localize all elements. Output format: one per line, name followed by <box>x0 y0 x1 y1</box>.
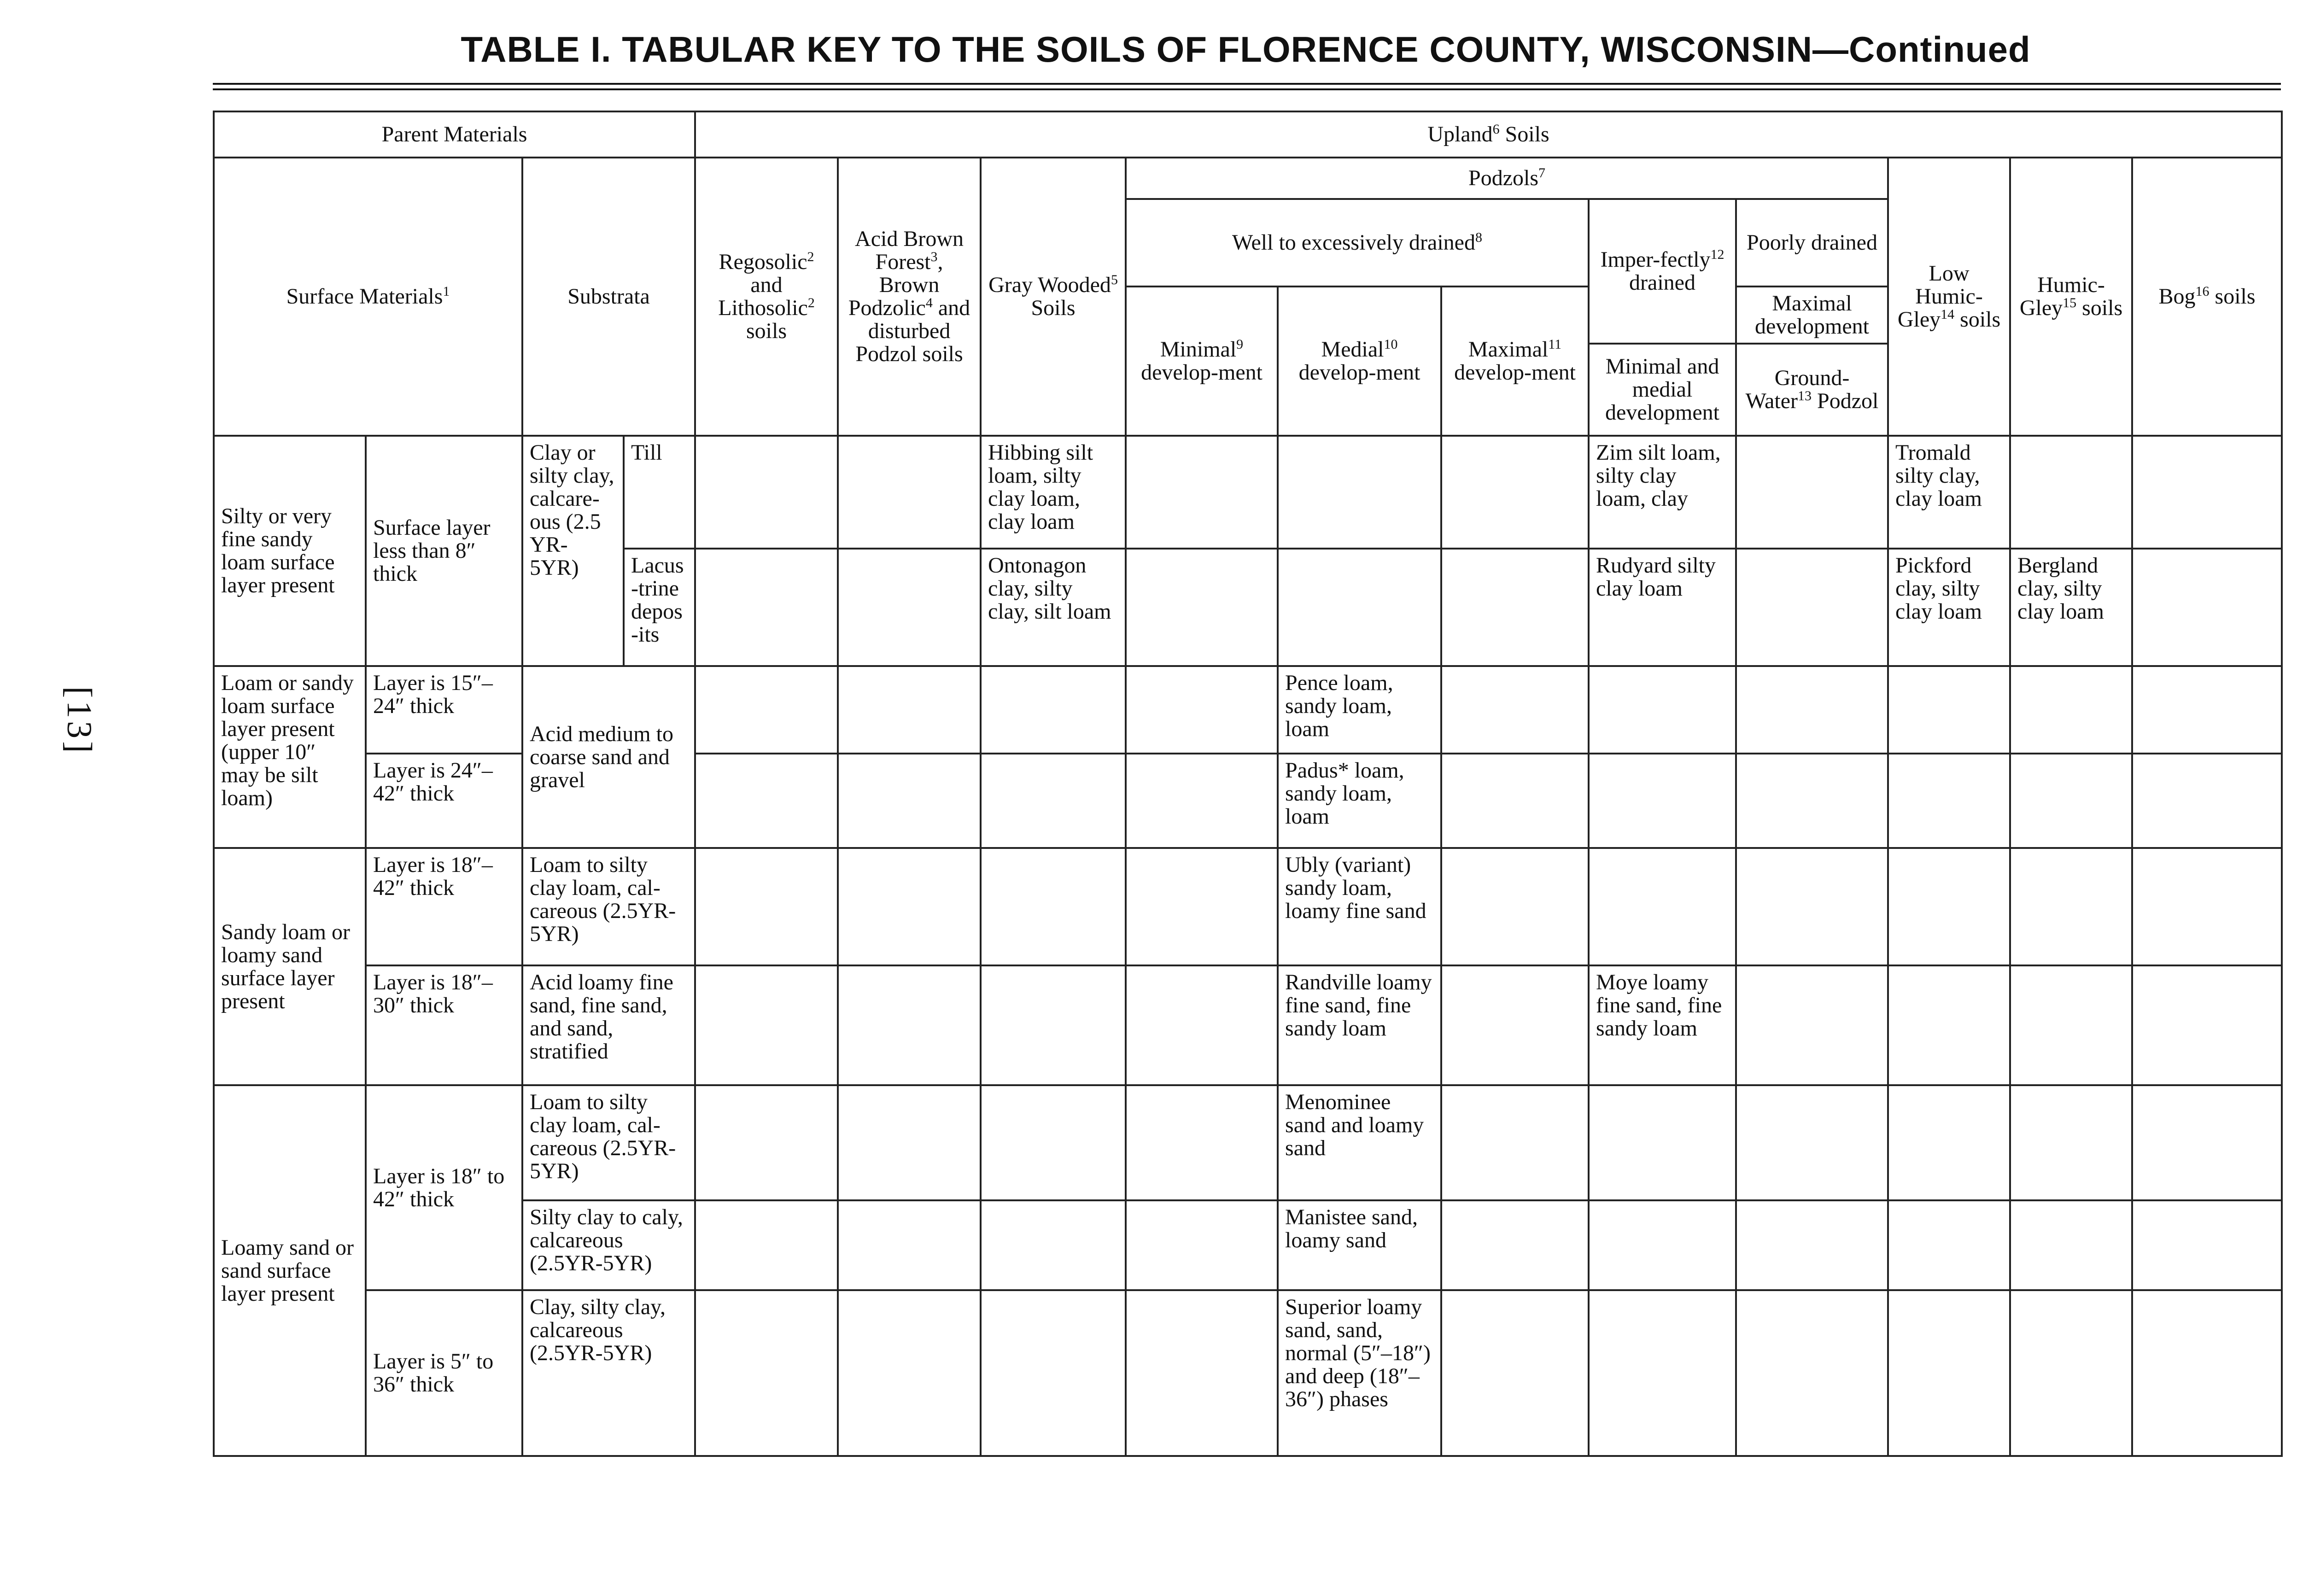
soil-zim: Zim silt loam, silty clay loam, clay <box>1589 436 1736 549</box>
substrata-loam-silty-b: Loam to silty clay loam, cal-careous (2.5YR-5YR) <box>522 1085 695 1200</box>
page-title: TABLE I. TABULAR KEY TO THE SOILS OF FLORENCE COUNTY, WISCONSIN—Continued <box>461 29 2031 70</box>
substrata-silty-clay-caly: Silty clay to caly, calcareous (2.5YR-5YR) <box>522 1200 695 1290</box>
thickness-15-24: Layer is 15″–24″ thick <box>366 666 522 754</box>
thickness-less-than-8: Surface layer less than 8″ thick <box>366 436 522 666</box>
substrata-acid-medium: Acid medium to coarse sand and gravel <box>522 666 695 848</box>
group-sandy-loam: Sandy loam or loamy sand surface layer present <box>214 848 366 1085</box>
page-number: [13] <box>60 686 99 756</box>
group-loamy-sand: Loamy sand or sand surface layer present <box>214 1085 366 1456</box>
header-minimal-development: Minimal$^9$ develop-ment <box>1126 286 1278 436</box>
soil-hibbing: Hibbing silt loam, silty clay loam, clay loam <box>981 436 1126 549</box>
substrata-acid-loamy-fine: Acid loamy fine sand, fine sand, and sand, stratified <box>522 965 695 1085</box>
header-low-humic-gley: Low Humic-Gley$^{14}$ soils <box>1888 158 2010 436</box>
soil-manistee: Manistee sand, loamy sand <box>1278 1200 1441 1290</box>
substrata-lacustrine: Lacus-trine depos-its <box>624 549 695 666</box>
header-well-drained: Well to excessively drained$^8$ <box>1126 199 1589 286</box>
title-rule-bottom <box>213 88 2281 90</box>
soil-menominee: Menominee sand and loamy sand <box>1278 1085 1441 1200</box>
header-maximal-development-poorly: Maximal development <box>1736 286 1888 344</box>
soil-key-table <box>213 111 2283 1457</box>
thickness-18-42a: Layer is 18″–42″ thick <box>366 848 522 965</box>
thickness-18-42b: Layer is 18″ to 42″ thick <box>366 1085 522 1290</box>
header-poorly-drained: Poorly drained <box>1736 199 1888 286</box>
soil-pickford: Pickford clay, silty clay loam <box>1888 549 2010 666</box>
header-parent-materials: Parent Materials <box>214 111 695 158</box>
soil-pence: Pence loam, sandy loam, loam <box>1278 666 1441 754</box>
soil-bergland: Bergland clay, silty clay loam <box>2010 549 2132 666</box>
substrata-loam-silty-a: Loam to silty clay loam, cal-careous (2.5YR-5YR) <box>522 848 695 965</box>
soil-randville: Randville loamy fine sand, fine sandy loam <box>1278 965 1441 1085</box>
soil-padus: Padus* loam, sandy loam, loam <box>1278 754 1441 848</box>
header-gray-wooded: Gray Wooded$^5$ Soils <box>981 158 1126 436</box>
header-upland-soils: Upland$^6$ Soils <box>695 111 2282 158</box>
header-minimal-medial-development: Minimal and medial development <box>1589 344 1736 436</box>
thickness-5-36: Layer is 5″ to 36″ thick <box>366 1290 522 1456</box>
substrata-clay-silty-clay: Clay, silty clay, calcareous (2.5YR-5YR) <box>522 1290 695 1456</box>
thickness-24-42: Layer is 24″–42″ thick <box>366 754 522 848</box>
title-rule-top <box>213 83 2281 85</box>
header-bog: Bog$^{16}$ soils <box>2132 158 2282 436</box>
header-substrata: Substrata <box>522 158 695 436</box>
soil-ontonagon: Ontonagon clay, silty clay, silt loam <box>981 549 1126 666</box>
header-medial-development: Medial$^{10}$ develop-ment <box>1278 286 1441 436</box>
header-regosolic: Regosolic$^2$ and Lithosolic$^2$ soils <box>695 158 838 436</box>
soil-ubly: Ubly (variant) sandy loam, loamy fine sand <box>1278 848 1441 965</box>
header-ground-water-podzol: Ground-Water$^{13}$ Podzol <box>1736 344 1888 436</box>
group-loam: Loam or sandy loam surface layer present (upper 10″ may be silt loam) <box>214 666 366 848</box>
soil-superior: Superior loamy sand, sand, normal (5″–18″) and deep (18″–36″) phases <box>1278 1290 1441 1456</box>
header-surface-materials: Surface Materials$^1$ <box>214 158 522 436</box>
soil-rudyard: Rudyard silty clay loam <box>1589 549 1736 666</box>
header-humic-gley: Humic-Gley$^{15}$ soils <box>2010 158 2132 436</box>
header-acid-brown-forest: Acid Brown Forest$^3$, Brown Podzolic$^4$ and disturbed Podzol soils <box>838 158 981 436</box>
substrata-till: Till <box>624 436 695 549</box>
header-maximal-development: Maximal$^{11}$ develop-ment <box>1441 286 1589 436</box>
header-imperfectly-drained: Imper-fectly$^{12}$ drained <box>1589 199 1736 344</box>
thickness-18-30: Layer is 18″–30″ thick <box>366 965 522 1085</box>
soil-moye: Moye loamy fine sand, fine sandy loam <box>1589 965 1736 1085</box>
header-podzols: Podzols$^7$ <box>1126 158 1888 199</box>
substrata-clay-calcareous: Clay or silty clay, calcare-ous (2.5 YR-5YR) <box>522 436 624 666</box>
group-silty: Silty or very fine sandy loam surface layer present <box>214 436 366 666</box>
soil-tromald: Tromald silty clay, clay loam <box>1888 436 2010 549</box>
